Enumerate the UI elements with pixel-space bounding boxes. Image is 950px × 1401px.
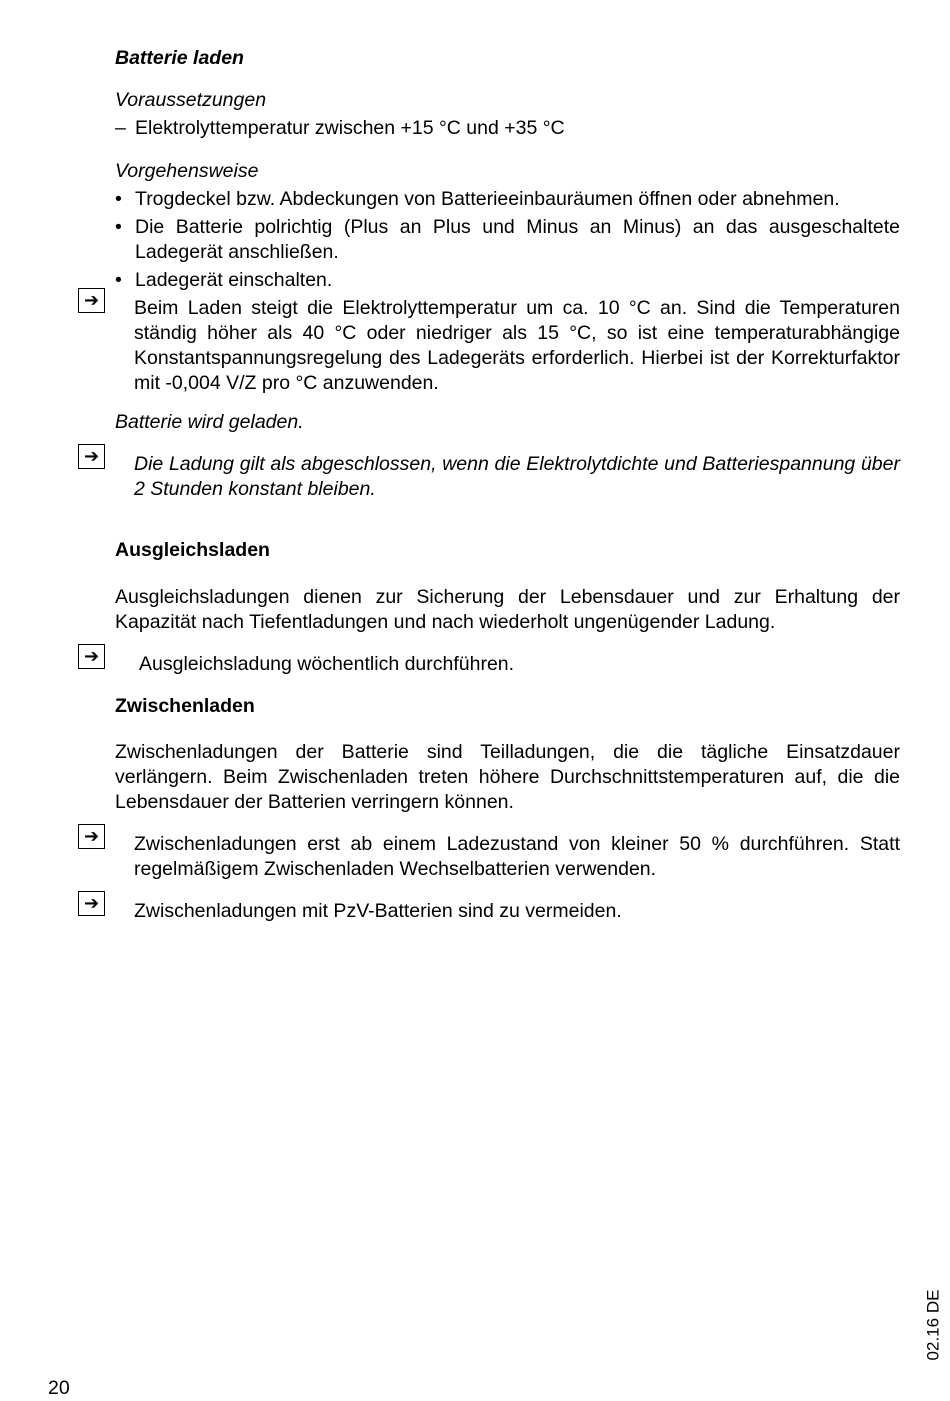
arrow-right-icon: ➔ — [78, 891, 105, 916]
note-text: Beim Laden steigt die Elektrolyttemperatur um ca. 10 °C an. Sind die Temperaturen ständig höher als 40 °C oder niedriger als 15 °C, so ist eine temperaturabhängige Konstantspannungsregelung des Ladegeräts erforderlich. Hierbei ist der Korrekturfaktor mit -0,004 V/Z pro °C anzuwenden. — [134, 297, 900, 394]
section-paragraph: Ausgleichsladungen dienen zur Sicherung der Lebensdauer und zur Erhaltung der Kapazität nach Tiefentladungen und nach wiederholt ungenügender Ladung. — [115, 586, 900, 633]
page-number: 20 — [48, 1377, 70, 1399]
procedure-step-text: Die Batterie polrichtig (Plus an Plus und Minus an Minus) an das ausgeschaltete Ladegerät anschließen. — [135, 216, 900, 263]
version-date-text: 02.16 DE — [923, 1289, 943, 1361]
bullet-marker: • — [115, 188, 122, 210]
procedure-step — [115, 187, 900, 212]
arrow-right-icon: ➔ — [78, 644, 105, 669]
note-text: Die Ladung gilt als abgeschlossen, wenn die Elektrolytdichte und Batteriespannung über 2 Stunden konstant bleiben. — [134, 453, 900, 500]
dash-marker: – — [115, 117, 126, 139]
procedure-step — [115, 215, 900, 265]
arrow-right-icon: ➔ — [78, 824, 105, 849]
bullet-marker: • — [115, 269, 122, 291]
procedure-step — [115, 268, 900, 293]
procedure-label: Vorgehensweise — [115, 160, 259, 182]
prerequisites-label: Voraussetzungen — [115, 89, 267, 111]
bullet-marker: • — [115, 216, 122, 238]
section-title-zwischenladen: Zwischenladen — [115, 695, 255, 717]
section-title-batterie-laden: Batterie laden — [115, 47, 244, 69]
prerequisite-text: Elektrolyttemperatur zwischen +15 °C und +35 °C — [135, 117, 565, 139]
section-title-ausgleichsladen: Ausgleichsladen — [115, 539, 270, 561]
procedure-step-text: Trogdeckel bzw. Abdeckungen von Batterieeinbauräumen öffnen oder abnehmen. — [135, 188, 840, 210]
arrow-right-icon: ➔ — [78, 288, 105, 313]
procedure-step-text: Ladegerät einschalten. — [135, 269, 333, 291]
note-text: Zwischenladungen mit PzV-Batterien sind zu vermeiden. — [134, 900, 622, 922]
prerequisite-item — [115, 116, 900, 141]
result-text: Batterie wird geladen. — [115, 411, 304, 433]
version-date — [918, 1290, 948, 1360]
note-text: Zwischenladungen erst ab einem Ladezustand von kleiner 50 % durchführen. Statt regelmäßigem Zwischenladen Wechselbatterien verwenden. — [134, 833, 900, 880]
arrow-right-icon: ➔ — [78, 444, 105, 469]
section-paragraph: Zwischenladungen der Batterie sind Teilladungen, die die tägliche Einsatzdauer verlängern. Beim Zwischenladen treten höhere Durchschnittstemperaturen auf, die die Lebensdauer der Batterien verringern können. — [115, 741, 900, 813]
note-text: Ausgleichsladung wöchentlich durchführen. — [139, 653, 515, 675]
